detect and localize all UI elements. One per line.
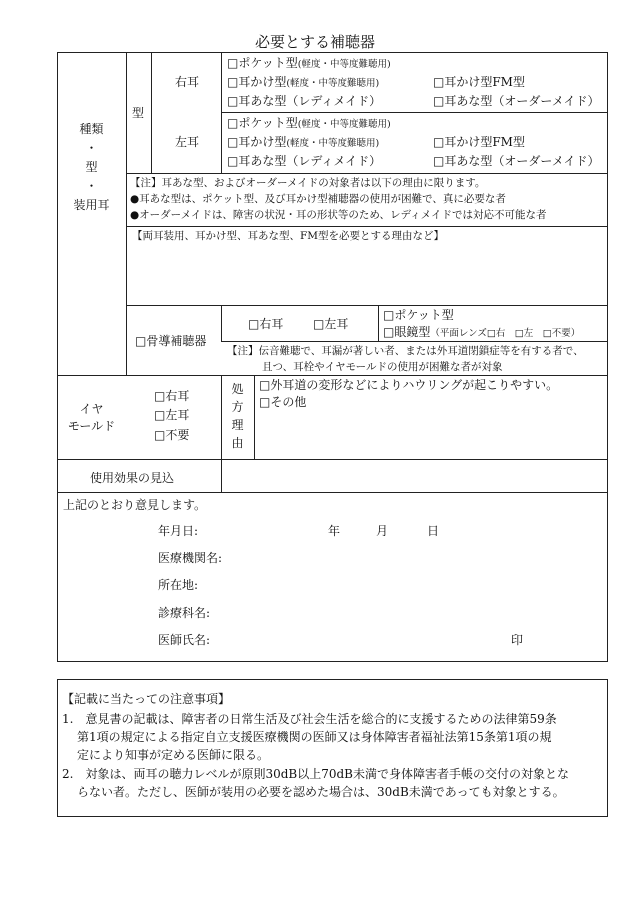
earmold-right-option[interactable]: □右耳 [154, 389, 190, 403]
left-pocket-option[interactable]: □ポケット型(軽度・中等度難聴用) [227, 116, 391, 130]
notes-heading: 【記載に当たっての注意事項】 [62, 692, 231, 706]
divider [221, 305, 222, 341]
reason-label: 【両耳装用、耳かけ型、耳あな型、FM型を必要とする理由など】 [132, 230, 445, 242]
earmold-left-option[interactable]: □左耳 [154, 408, 190, 422]
divider [126, 173, 608, 174]
right-kakekata-fm-option[interactable]: □耳かけ型FM型 [433, 75, 525, 89]
right-ear-label: 右耳 [175, 75, 200, 89]
bone-left-option[interactable]: □左耳 [313, 317, 349, 331]
right-ana-ready-option[interactable]: □耳あな型（レディメイド） [227, 94, 382, 108]
right-kakekata-option[interactable]: □耳かけ型(軽度・中等度難聴用) [227, 75, 380, 89]
opinion-intro: 上記のとおり意見します。 [63, 498, 207, 512]
howling-option[interactable]: □外耳道の変形などによりハウリングが起こりやすい。 [259, 378, 559, 392]
left-kakekata-option[interactable]: □耳かけ型(軽度・中等度難聴用) [227, 135, 380, 149]
divider [151, 52, 152, 173]
type-label: 型 [132, 106, 145, 120]
divider [378, 305, 379, 341]
prescription-reason-label: 処 方 理 由 [231, 382, 244, 450]
divider [57, 492, 608, 493]
left-ana-ready-option[interactable]: □耳あな型（レディメイド） [227, 154, 382, 168]
department-label: 診療科名: [158, 606, 211, 620]
bone-right-option[interactable]: □右耳 [248, 317, 284, 331]
right-ana-order-option[interactable]: □耳あな型（オーダーメイド） [433, 94, 600, 108]
earmold-none-option[interactable]: □不要 [154, 428, 190, 442]
effect-field[interactable] [222, 460, 607, 492]
other-option[interactable]: □その他 [259, 395, 307, 409]
left-kakekata-fm-option[interactable]: □耳かけ型FM型 [433, 135, 525, 149]
divider [221, 52, 222, 173]
day-label: 日 [427, 524, 440, 538]
divider [57, 375, 608, 376]
notes-item-1: 定により知事が定める医師に限る。 [77, 748, 270, 762]
address-label: 所在地: [158, 578, 199, 592]
type-note-line: 【注】耳あな型、およびオーダーメイドの対象者は以下の理由に限ります。 [130, 177, 486, 189]
doctor-label: 医師氏名: [158, 633, 211, 647]
institution-label: 医療機関名: [158, 551, 223, 565]
divider [126, 226, 608, 227]
seal-mark: 印 [511, 633, 524, 647]
type-note-line: ●オーダーメイドは、障害の状況・耳の形状等のため、レディメイドでは対応不可能な者 [130, 209, 547, 221]
left-ana-order-option[interactable]: □耳あな型（オーダーメイド） [433, 154, 600, 168]
divider [126, 52, 127, 375]
type-note-line: ●耳あな型は、ポケット型、及び耳かけ型補聴器の使用が困難で、真に必要な者 [130, 193, 506, 205]
date-label: 年月日: [158, 524, 199, 538]
bone-glasses-option[interactable]: □眼鏡型（平面レンズ□右 □左 □不要） [383, 325, 581, 339]
page-title: 必要とする補聴器 [254, 33, 375, 51]
bone-note-line: 【注】伝音難聴で、耳漏が著しい者、または外耳道閉鎖症等を有する者で、 [227, 345, 584, 357]
notes-item-1: 第1項の規定による指定自立支援医療機関の医師又は身体障害者福祉法第15条第1項の規 [77, 730, 552, 744]
notes-item-1: 1. 意見書の記載は、障害者の日常生活及び社会生活を総合的に支援するための法律第59条 [62, 712, 557, 726]
divider [221, 341, 608, 342]
year-label: 年 [328, 524, 341, 538]
effect-label: 使用効果の見込 [90, 471, 175, 485]
reason-field[interactable] [127, 245, 607, 303]
divider [254, 375, 255, 459]
bone-pocket-option[interactable]: □ポケット型 [383, 308, 454, 322]
bone-note-line: 且つ、耳栓やイヤモールドの使用が困難な者が対象 [262, 361, 503, 373]
notes-item-2: らない者。ただし、医師が装用の必要を認めた場合は、30dB未満であっても対象とする。 [77, 785, 565, 799]
left-ear-label: 左耳 [175, 135, 200, 149]
notes-item-2: 2. 対象は、両耳の聴力レベルが原則30dB以上70dB未満で身体障害者手帳の交付の対象とな [62, 767, 569, 781]
divider [126, 305, 608, 306]
divider [221, 112, 608, 113]
bone-conduction-option[interactable]: □骨導補聴器 [135, 334, 207, 348]
category-label: 種類 ・ 型 ・ 装用耳 [73, 122, 110, 212]
earmold-label: イヤ モールド [67, 402, 116, 433]
month-label: 月 [376, 524, 389, 538]
right-pocket-option[interactable]: □ポケット型(軽度・中等度難聴用) [227, 56, 391, 70]
